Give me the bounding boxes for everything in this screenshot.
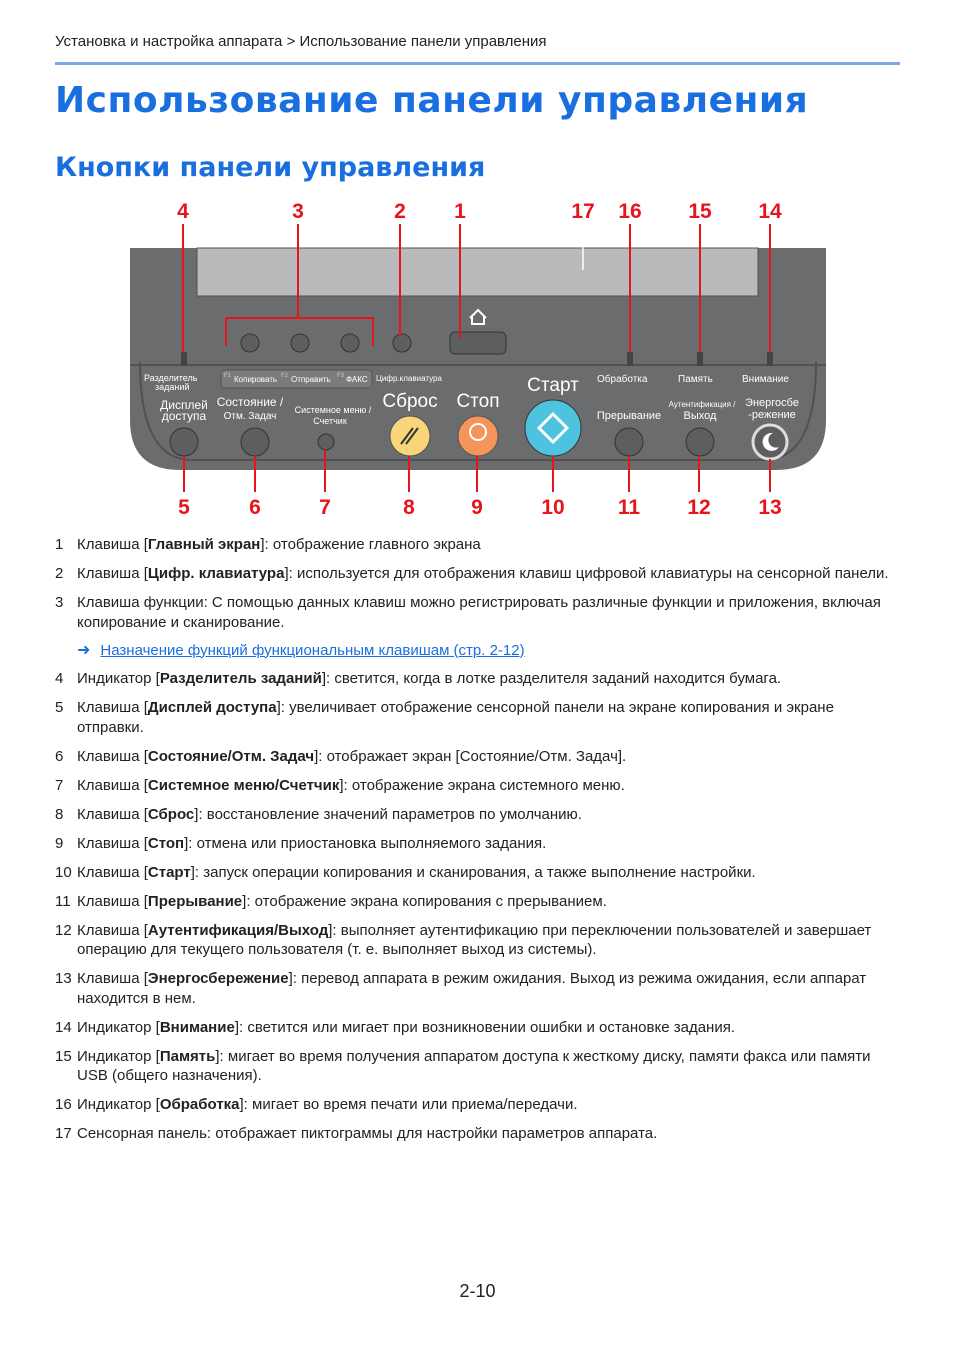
callout-6: 6	[249, 496, 261, 519]
item-text	[77, 669, 781, 689]
function-key-f2	[291, 334, 309, 352]
item-number: 10	[55, 863, 72, 881]
label-energy-2: -режение	[748, 409, 796, 421]
list-item	[55, 892, 900, 912]
label-f3: F3	[337, 373, 345, 379]
energy-saver-key	[753, 425, 787, 459]
list-item	[55, 698, 900, 737]
item-key-name: Стоп	[147, 834, 185, 852]
header-rule	[55, 62, 900, 65]
list-item	[55, 593, 900, 632]
callout-3: 3	[292, 200, 304, 223]
label-access-display: Дисплей	[160, 398, 208, 412]
item-number: 2	[55, 565, 64, 582]
item-number: 7	[55, 776, 64, 794]
item-pre: Индикатор [	[77, 670, 160, 687]
label-status-2: Отм. Задач	[223, 411, 277, 422]
label-f2: F2	[281, 373, 289, 379]
item-post: ]: выполняет аутентификацию при переключении пользователей и завершает операцию для текущего пользователя (т. е. выполняет выход из системы).	[77, 921, 872, 958]
item-post: ]: отображение главного экрана	[260, 536, 481, 553]
item-post: ]: восстановление значений параметров по умолчанию.	[194, 805, 582, 823]
item-key-name: Прерывание	[147, 892, 243, 910]
item-number: 8	[55, 805, 64, 823]
item-text	[77, 593, 900, 632]
item-text	[77, 1018, 735, 1038]
label-memory: Память	[678, 374, 713, 385]
item-pre: Индикатор [	[77, 1047, 160, 1065]
item-number: 12	[55, 921, 72, 939]
item-number: 5	[55, 699, 64, 716]
callout-5: 5	[178, 496, 190, 519]
reference-link-row	[77, 641, 900, 661]
item-key-name: Обработка	[159, 1096, 240, 1113]
callout-8: 8	[403, 496, 415, 519]
arrow-right-icon: ➜	[77, 641, 91, 659]
list-item	[55, 776, 900, 796]
function-keys-link[interactable]: Назначение функций функциональным клавишам (стр. 2-12)	[100, 641, 525, 659]
label-f1: F1	[224, 373, 232, 379]
label-start: Старт	[527, 375, 579, 396]
numpad-key	[393, 334, 411, 352]
item-pre: Клавиша [	[77, 776, 148, 794]
item-key-name: Память	[159, 1047, 216, 1065]
item-key-name: Состояние/Отм. Задач	[147, 747, 315, 765]
label-job-separator: Разделитель	[144, 373, 198, 383]
stop-key	[458, 416, 498, 456]
control-panel-diagram	[0, 190, 955, 530]
list-item	[55, 863, 900, 883]
list-item	[55, 564, 900, 584]
callout-10: 10	[541, 496, 565, 519]
item-post: ]: перевод аппарата в режим ожидания. Выход из режима ожидания, если аппарат находится в нем.	[77, 970, 867, 1007]
item-number: 9	[55, 834, 64, 852]
item-key-name: Цифр. клавиатура	[147, 565, 285, 582]
callout-1: 1	[454, 200, 466, 223]
label-system-menu: Системное меню /	[294, 405, 372, 415]
callout-15: 15	[688, 200, 712, 223]
access-display-key	[170, 428, 198, 456]
list-item	[55, 535, 900, 555]
section-title: Кнопки панели управления	[55, 152, 486, 183]
page-title: Использование панели управления	[55, 80, 809, 121]
item-key-name: Старт	[147, 863, 191, 881]
auth-logout-key	[686, 428, 714, 456]
item-pre: Индикатор [	[77, 1096, 160, 1113]
item-pre: Клавиша [	[77, 565, 148, 582]
item-number: 15	[55, 1047, 72, 1065]
callout-17: 17	[571, 200, 595, 223]
callout-13: 13	[758, 496, 782, 519]
item-key-name: Внимание	[159, 1018, 235, 1036]
item-key-name: Сброс	[147, 805, 195, 823]
label-energy: Энергосбе	[745, 397, 799, 409]
item-number: 6	[55, 747, 64, 765]
item-text	[77, 892, 607, 912]
item-post: ]: светится или мигает при возникновении ошибки и остановке задания.	[234, 1018, 735, 1036]
item-post: ]: мигает во время получения аппаратом доступа к жесткому диску, памяти факса или памяти USB (общего назначения).	[77, 1047, 871, 1084]
item-pre: Клавиша функции: С помощью данных клавиш можно регистрировать различные функции и приложения, включая копирование и сканирование.	[77, 594, 881, 631]
item-number: 17	[55, 1125, 72, 1142]
label-access-display-2: доступа	[161, 409, 207, 423]
item-pre: Клавиша [	[77, 805, 148, 823]
function-key-f1	[241, 334, 259, 352]
item-pre: Клавиша [	[77, 747, 148, 765]
item-key-name: Главный экран	[147, 536, 261, 553]
item-pre: Клавиша [	[77, 970, 148, 987]
item-post: ]: мигает во время печати или приема/передачи.	[239, 1096, 578, 1113]
label-job-separator-2: заданий	[155, 382, 190, 392]
item-text	[77, 535, 481, 555]
label-numpad: Цифр.клавиатура	[376, 374, 442, 383]
item-text	[77, 698, 900, 737]
item-pre: Сенсорная панель: отображает пиктограммы для настройки параметров аппарата.	[77, 1125, 658, 1142]
label-interrupt: Прерывание	[596, 410, 662, 422]
item-text	[77, 1124, 657, 1144]
item-text	[77, 969, 900, 1008]
item-text	[77, 1095, 577, 1115]
item-post: ]: отображение экрана копирования с прерыванием.	[242, 892, 607, 910]
item-text	[77, 834, 546, 854]
item-key-name: Системное меню/Счетчик	[147, 776, 340, 794]
system-menu-key	[318, 434, 334, 450]
list-item	[55, 921, 900, 960]
list-item	[55, 969, 900, 1008]
breadcrumb: Установка и настройка аппарата > Использование панели управления	[55, 33, 547, 50]
item-pre: Клавиша [	[77, 834, 148, 852]
item-text	[77, 747, 626, 767]
item-pre: Клавиша [	[77, 536, 148, 553]
label-system-menu-2: Счетчик	[313, 416, 347, 426]
touch-panel	[197, 248, 758, 296]
reset-key	[390, 416, 430, 456]
status-key	[241, 428, 269, 456]
item-text	[77, 863, 756, 883]
label-attention: Внимание	[742, 374, 789, 385]
label-stop: Стоп	[456, 391, 500, 412]
item-pre: Клавиша [	[77, 699, 148, 716]
label-status: Состояние /	[216, 395, 284, 409]
item-post: ]: запуск операции копирования и сканирования, а также выполнение настройки.	[190, 863, 756, 881]
item-number: 1	[55, 536, 64, 553]
item-number: 16	[55, 1096, 72, 1113]
item-number: 3	[55, 594, 64, 611]
page-number: 2-10	[459, 1281, 496, 1301]
callout-16: 16	[618, 200, 642, 223]
list-item	[55, 1095, 900, 1115]
item-text	[77, 921, 900, 960]
callout-14: 14	[758, 200, 782, 223]
item-pre: Клавиша [	[77, 892, 148, 910]
item-key-name: Энергосбережение	[147, 970, 289, 987]
list-item	[55, 805, 900, 825]
list-item	[55, 747, 900, 767]
home-key	[450, 332, 506, 354]
list-item	[55, 1047, 900, 1086]
item-post: ]: отображает экран [Состояние/Отм. Задач].	[314, 747, 627, 765]
label-copy: Копировать	[234, 375, 278, 384]
item-text	[77, 805, 582, 825]
function-key-f3	[341, 334, 359, 352]
interrupt-key	[615, 428, 643, 456]
item-pre: Клавиша [	[77, 921, 148, 939]
item-text	[77, 776, 625, 796]
list-item	[55, 1124, 900, 1144]
item-key-name: Разделитель заданий	[159, 670, 322, 687]
callout-9: 9	[471, 496, 483, 519]
label-processing: Обработка	[597, 374, 648, 385]
label-fax: ФАКС	[346, 375, 368, 384]
item-pre: Индикатор [	[77, 1018, 160, 1036]
callout-11: 11	[617, 496, 641, 519]
item-post: ]: отображение экрана системного меню.	[339, 776, 625, 794]
item-post: ]: используется для отображения клавиш цифровой клавиатуры на сенсорной панели.	[284, 565, 889, 582]
item-key-name: Дисплей доступа	[147, 699, 277, 716]
item-pre: Клавиша [	[77, 863, 148, 881]
item-number: 11	[55, 892, 71, 910]
callout-7: 7	[319, 496, 331, 519]
list-item	[55, 1018, 900, 1038]
callout-12: 12	[687, 496, 711, 519]
item-post: ]: отмена или приостановка выполняемого задания.	[184, 834, 547, 852]
list-item	[55, 669, 900, 689]
callout-2: 2	[394, 200, 406, 223]
key-description-list	[55, 535, 900, 1153]
item-number: 14	[55, 1018, 72, 1036]
callout-4: 4	[177, 200, 189, 223]
label-auth: Аутентификация /	[668, 400, 736, 409]
item-number: 4	[55, 670, 64, 687]
item-key-name: Аутентификация/Выход	[147, 921, 329, 939]
label-reset: Сброс	[382, 391, 438, 412]
start-key	[525, 400, 581, 456]
label-send: Отправить	[291, 375, 331, 384]
label-auth-2: Выход	[683, 410, 717, 422]
item-number: 13	[55, 970, 72, 987]
item-post: ]: светится, когда в лотке разделителя заданий находится бумага.	[321, 670, 782, 687]
item-text	[77, 564, 889, 584]
item-post: ]: увеличивает отображение сенсорной панели на экране копирования и экране отправки.	[77, 699, 834, 736]
list-item	[55, 834, 900, 854]
item-text	[77, 1047, 900, 1086]
